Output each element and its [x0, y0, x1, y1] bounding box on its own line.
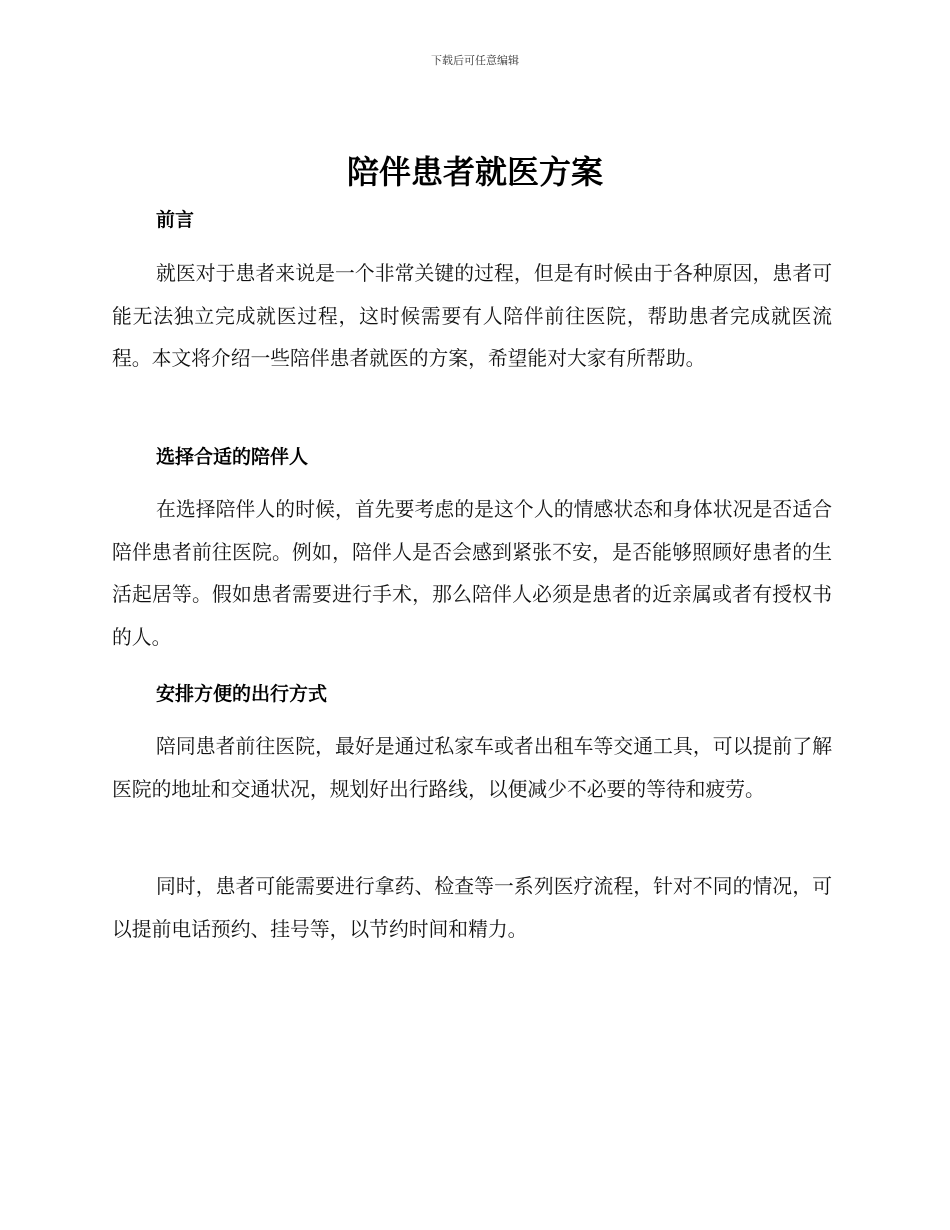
paragraph-preface: 就医对于患者来说是一个非常关键的过程，但是有时候由于各种原因，患者可能无法独立完成就医过程，这时候需要有人陪伴前往医院，帮助患者完成就医流程。本文将介绍一些陪伴患者就医的方案，希望能对大家有所帮助。: [112, 262, 832, 370]
section-heading-preface: 前言: [156, 209, 195, 231]
paragraph-appointments: 同时，患者可能需要进行拿药、检查等一系列医疗流程，针对不同的情况，可以提前电话预约、挂号等，以节约时间和精力。: [112, 875, 832, 941]
page-header-note: 下载后可任意编辑: [431, 54, 519, 67]
paragraph-choose-companion: 在选择陪伴人的时候，首先要考虑的是这个人的情感状态和身体状况是否适合陪伴患者前往医院。例如，陪伴人是否会感到紧张不安，是否能够照顾好患者的生活起居等。假如患者需要进行手术，那么陪伴人必须是患者的近亲属或者有授权书的人。: [112, 498, 832, 649]
section-heading-transport: 安排方便的出行方式: [156, 683, 328, 705]
document-title: 陪伴患者就医方案: [346, 153, 603, 191]
paragraph-transport: 陪同患者前往医院，最好是通过私家车或者出租车等交通工具，可以提前了解医院的地址和交通状况，规划好出行路线，以便减少不必要的等待和疲劳。: [112, 735, 832, 801]
section-heading-choose-companion: 选择合适的陪伴人: [156, 446, 309, 468]
